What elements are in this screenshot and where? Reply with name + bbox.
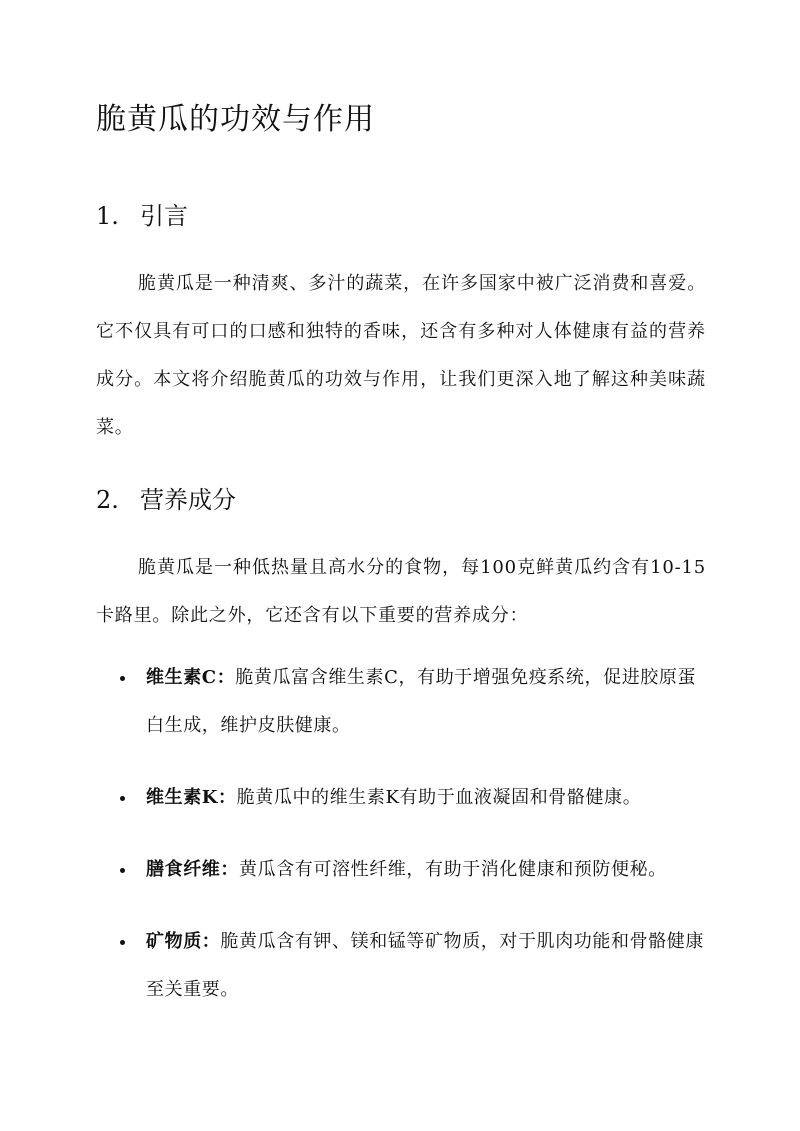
section-heading-introduction bbox=[96, 196, 188, 231]
list-item-text: 黄瓜含有可溶性纤维，有助于消化健康和预防便秘。 bbox=[239, 859, 667, 880]
list-item-term: 矿物质： bbox=[146, 931, 221, 952]
section-heading-nutrition bbox=[96, 480, 236, 515]
list-item bbox=[96, 846, 706, 894]
section-number: 2. bbox=[96, 486, 119, 514]
list-item-text: 脆黄瓜中的维生素K有助于血液凝固和骨骼健康。 bbox=[236, 787, 642, 808]
list-item-term: 膳食纤维： bbox=[146, 859, 239, 880]
list-item bbox=[96, 774, 706, 822]
list-item bbox=[96, 654, 706, 750]
introduction-paragraph: 脆黄瓜是一种清爽、多汁的蔬菜，在许多国家中被广泛消费和喜爱。它不仅具有可口的口感和独特的香味，还含有多种对人体健康有益的营养成分。本文将介绍脆黄瓜的功效与作用，让我们更深入地了解这种美味蔬菜。 bbox=[96, 273, 706, 438]
list-item-text: 脆黄瓜富含维生素C，有助于增强免疫系统，促进胶原蛋白生成，维护皮肤健康。 bbox=[146, 667, 697, 736]
section-number: 1. bbox=[96, 202, 119, 230]
list-item-text: 脆黄瓜含有钾、镁和锰等矿物质，对于肌肉功能和骨骼健康至关重要。 bbox=[146, 931, 705, 1000]
document-title: 脆黄瓜的功效与作用 bbox=[96, 102, 375, 137]
list-item-term: 维生素C： bbox=[146, 667, 236, 688]
bullet-dot bbox=[120, 676, 125, 681]
section-title: 引言 bbox=[140, 202, 188, 230]
nutrient-list bbox=[96, 654, 706, 1014]
bullet-dot bbox=[120, 868, 125, 873]
nutrition-paragraph: 脆黄瓜是一种低热量且高水分的食物，每100克鲜黄瓜约含有10-15卡路里。除此之外，它还含有以下重要的营养成分： bbox=[96, 557, 706, 626]
bullet-dot bbox=[120, 940, 125, 945]
list-item bbox=[96, 918, 706, 1014]
bullet-dot bbox=[120, 796, 125, 801]
list-item-term: 维生素K： bbox=[146, 787, 237, 808]
section-title: 营养成分 bbox=[140, 486, 236, 514]
